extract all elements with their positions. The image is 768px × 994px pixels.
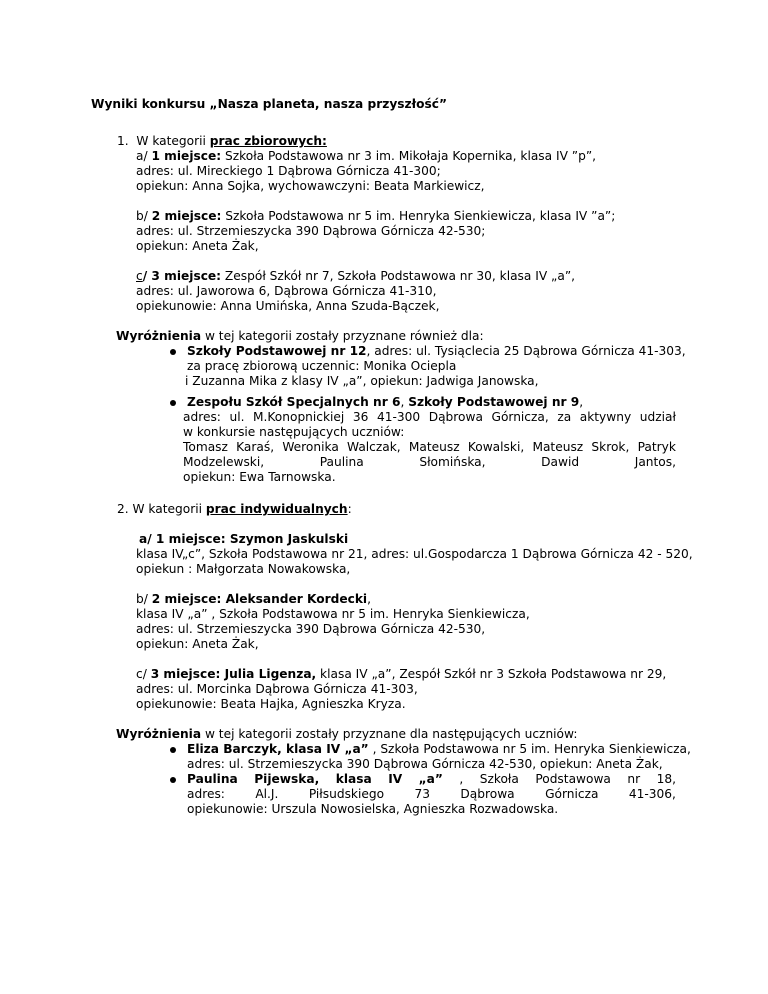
word: „a” [418, 772, 443, 786]
cat1-first-guardian: opiekun: Anna Sojka, wychowawczyni: Beata Markiewicz, [136, 179, 485, 193]
word: Szkoła [479, 772, 519, 786]
word: ul. [229, 410, 245, 424]
word: za [557, 410, 572, 424]
word: Patryk [637, 440, 676, 454]
word: Karaś, [236, 440, 275, 454]
cat1-honor-2: Zespołu Szkół Specjalnych nr 6, Szkoły Podstawowej nr 9, [187, 395, 584, 409]
word: 41-300 [376, 410, 421, 424]
word: adres: [183, 410, 221, 424]
word: Podstawowa [535, 772, 611, 786]
word: adres: [187, 787, 225, 801]
word: M.Konopnickiej [253, 410, 345, 424]
document-title: Wyniki konkursu „Nasza planeta, nasza przyszłość” [91, 97, 448, 111]
word: 18, [656, 772, 676, 786]
word: udział [639, 410, 676, 424]
word: Kowalski, [467, 440, 525, 454]
cat1-honor-1-line2: za pracę zbiorową uczennic: Monika Ociepla [187, 359, 457, 373]
cat1-honors-heading: Wyróżnienia w tej kategorii zostały przyznane również dla: [116, 329, 484, 343]
cat1-honor-1: Szkoły Podstawowej nr 12, adres: ul. Tysiąclecia 25 Dąbrowa Górnicza 41-303, [187, 344, 686, 358]
word: , [459, 772, 464, 786]
word: Dąbrowa [460, 787, 515, 801]
word: Walczak, [347, 440, 401, 454]
cat1-first-place: a/ 1 miejsce: Szkoła Podstawowa nr 3 im. Mikołaja Kopernika, klasa IV ”p”, [136, 149, 597, 163]
cat2-first-place: a/ 1 miejsce: Szymon Jaskulski [139, 532, 349, 546]
cat2-honor-2 [187, 772, 676, 787]
cat1-second-place: b/ 2 miejsce: Szkoła Podstawowa nr 5 im. Henryka Sienkiewicza, klasa IV ”a”; [136, 209, 616, 223]
word: Mateusz [532, 440, 584, 454]
cat2-honor-1-line2: adres: ul. Strzemieszycka 390 Dąbrowa Górnicza 42-530, opiekun: Aneta Żak, [187, 757, 663, 771]
word: 36 [352, 410, 369, 424]
word: Mateusz [408, 440, 460, 454]
cat2-honor-2-address [187, 787, 676, 802]
cat2-second-place: b/ 2 miejsce: Aleksander Kordecki, [136, 592, 371, 606]
word: Pijewska, [254, 772, 320, 786]
word: Paulina [187, 772, 238, 786]
category-1-heading: 1. W kategorii prac zbiorowych: [117, 134, 327, 148]
word: Słomińska, [419, 455, 486, 469]
word: 41-306, [628, 787, 676, 801]
cat1-honor-2-students-2 [183, 455, 676, 470]
cat2-honor-1: Eliza Barczyk, klasa IV „a” , Szkoła Podstawowa nr 5 im. Henryka Sienkiewicza, [187, 742, 691, 756]
cat2-second-line2: klasa IV „a” , Szkoła Podstawowa nr 5 im. Henryka Sienkiewicza, [136, 607, 530, 621]
cat1-honor-2-line2 [183, 410, 676, 425]
cat1-honor-1-line3: i Zuzanna Mika z klasy IV „a”, opiekun: Jadwiga Janowska, [185, 374, 539, 388]
cat2-second-guardian: opiekun: Aneta Żak, [136, 637, 259, 651]
cat2-third-guardian: opiekunowie: Beata Hajka, Agnieszka Kryza. [136, 697, 406, 711]
cat1-second-guardian: opiekun: Aneta Żak, [136, 239, 259, 253]
word: Weronika [282, 440, 339, 454]
cat2-first-guardian: opiekun : Małgorzata Nowakowska, [136, 562, 351, 576]
cat2-honor-2-guardians: opiekunowie: Urszula Nowosielska, Agnieszka Rozwadowska. [187, 802, 559, 816]
word: Dąbrowa [428, 410, 483, 424]
word: Tomasz [183, 440, 228, 454]
word: Górnicza, [491, 410, 549, 424]
word: aktywny [579, 410, 632, 424]
word: Górnicza [545, 787, 599, 801]
cat2-honors-heading: Wyróżnienia w tej kategorii zostały przyznane dla następujących uczniów: [116, 727, 578, 741]
cat1-third-guardian: opiekunowie: Anna Umińska, Anna Szuda-Bączek, [136, 299, 440, 313]
cat1-honor-2-line3: w konkursie następujących uczniów: [183, 425, 405, 439]
cat1-honor-2-guardian: opiekun: Ewa Tarnowska. [183, 470, 336, 484]
cat2-third-place: c/ 3 miejsce: Julia Ligenza, klasa IV „a”, Zespół Szkół nr 3 Szkoła Podstawowa nr 29, [136, 667, 667, 681]
word: Skrok, [591, 440, 630, 454]
cat2-first-line2: klasa IV„c”, Szkoła Podstawowa nr 21, adres: ul.Gospodarcza 1 Dąbrowa Górnicza 42 - 520, [136, 547, 693, 561]
cat1-third-address: adres: ul. Jaworowa 6, Dąbrowa Górnicza 41-310, [136, 284, 437, 298]
word: Jantos, [634, 455, 676, 469]
cat1-honor-2-students [183, 440, 676, 455]
category-2-heading: 2. W kategorii prac indywidualnych: [117, 502, 352, 516]
bullet-icon [170, 777, 176, 783]
word: klasa [335, 772, 372, 786]
bullet-icon [170, 349, 176, 355]
word: IV [388, 772, 403, 786]
bullet-icon [170, 747, 176, 753]
cat1-first-address: adres: ul. Mireckiego 1 Dąbrowa Górnicza 41-300; [136, 164, 441, 178]
word: Dawid [541, 455, 580, 469]
bullet-icon [170, 400, 176, 406]
cat2-third-address: adres: ul. Morcinka Dąbrowa Górnicza 41-303, [136, 682, 418, 696]
word: Al.J. [255, 787, 279, 801]
cat2-second-address: adres: ul. Strzemieszycka 390 Dąbrowa Górnicza 42-530, [136, 622, 486, 636]
word: nr [627, 772, 641, 786]
word: Piłsudskiego [308, 787, 385, 801]
word: Paulina [319, 455, 364, 469]
cat1-third-place: c/ 3 miejsce: Zespół Szkół nr 7, Szkoła Podstawowa nr 30, klasa IV „a”, [136, 269, 576, 283]
word: Modzelewski, [183, 455, 265, 469]
cat1-second-address: adres: ul. Strzemieszycka 390 Dąbrowa Górnicza 42-530; [136, 224, 486, 238]
word: 73 [414, 787, 430, 801]
